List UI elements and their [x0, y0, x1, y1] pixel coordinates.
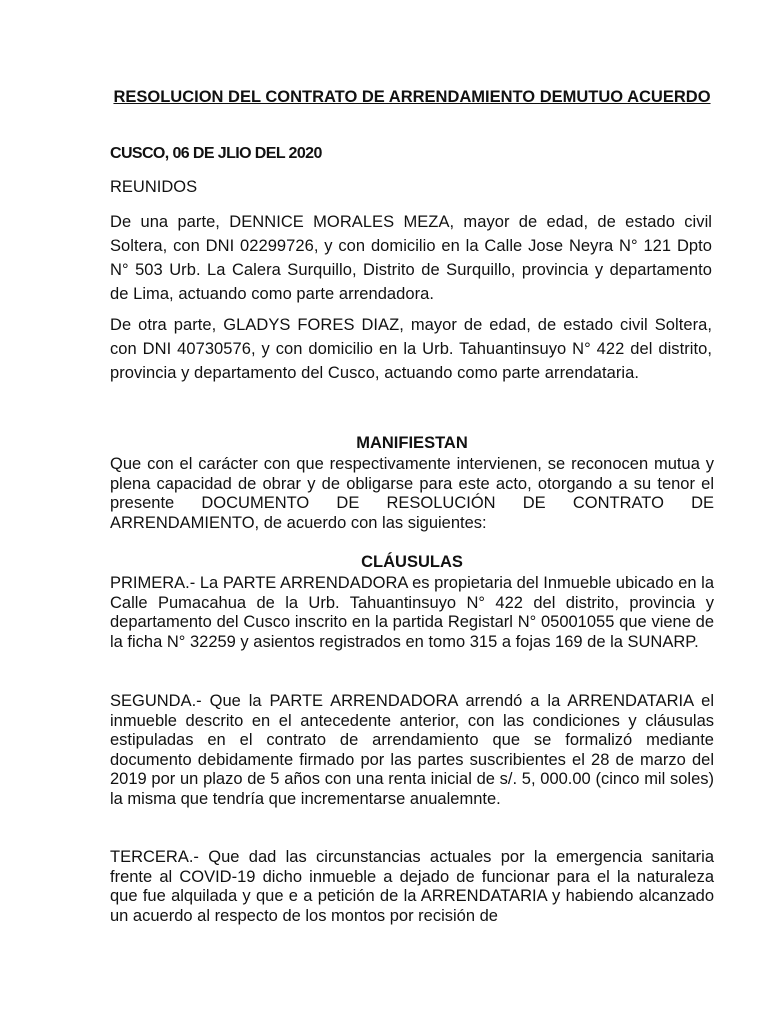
clausula-primera: PRIMERA.- La PARTE ARRENDADORA es propietaria del Inmueble ubicado en la Calle Pumacahua de la Urb. Tahuantinsuyo N° 422 del distrito, provincia y departamento del Cusco inscrito en la partida Registarl N° 05001055 que viene de la ficha N° 32259 y asientos registrados en tomo 315 a fojas 169 de la SUNARP.	[110, 574, 714, 651]
manifiestan-paragraph: Que con el carácter con que respectivamente intervienen, se reconocen mutua y plena capacidad de obrar y de obligarse para este acto, otorgando a su tenor el presente DOCUMENTO DE RESOLUCIÓN DE CONTRATO DE ARRENDAMIENTO, de acuerdo con las siguientes:	[110, 455, 714, 532]
manifiestan-heading: MANIFIESTAN	[356, 434, 468, 452]
document-title: RESOLUCION DEL CONTRATO DE ARRENDAMIENTO DEMUTUO ACUERDO	[113, 88, 711, 106]
reunidos-label: REUNIDOS	[110, 178, 198, 196]
parte-arrendataria-paragraph: De otra parte, GLADYS FORES DIAZ, mayor de edad, de estado civil Soltera, con DNI 40730576, y con domicilio en la Urb. Tahuantinsuyo N° 422 del distrito, provincia y departamento del Cusco, actuando como parte arrendataria.	[110, 316, 712, 382]
clausulas-heading: CLÁUSULAS	[361, 553, 463, 571]
clausula-tercera: TERCERA.- Que dad las circunstancias actuales por la emergencia sanitaria frente al COVID-19 dicho inmueble a dejado de funcionar para el la naturaleza que fue alquilada y que e a petición de la ARRENDATARIA y habiendo alcanzado un acuerdo al respecto de los montos por recisión de	[110, 848, 714, 925]
clausula-segunda: SEGUNDA.- Que la PARTE ARRENDADORA arrendó a la ARRENDATARIA el inmueble descrito en el antecedente anterior, con las condiciones y cláusulas estipuladas en el contrato de arrendamiento que se formalizó mediante documento debidamente firmado por las partes suscribientes el 28 de marzo del 2019 por un plazo de 5 años con una renta inicial de s/. 5, 000.00 (cinco mil soles) la misma que tendría que incrementarse anualemnte.	[110, 692, 714, 808]
parte-arrendadora-paragraph: De una parte, DENNICE MORALES MEZA, mayor de edad, de estado civil Soltera, con DNI 02299726, y con domicilio en la Calle Jose Neyra N° 121 Dpto N° 503 Urb. La Calera Surquillo, Distrito de Surquillo, provincia y departamento de Lima, actuando como parte arrendadora.	[110, 213, 712, 303]
date-line: CUSCO, 06 DE JLIO DEL 2020	[110, 145, 322, 162]
